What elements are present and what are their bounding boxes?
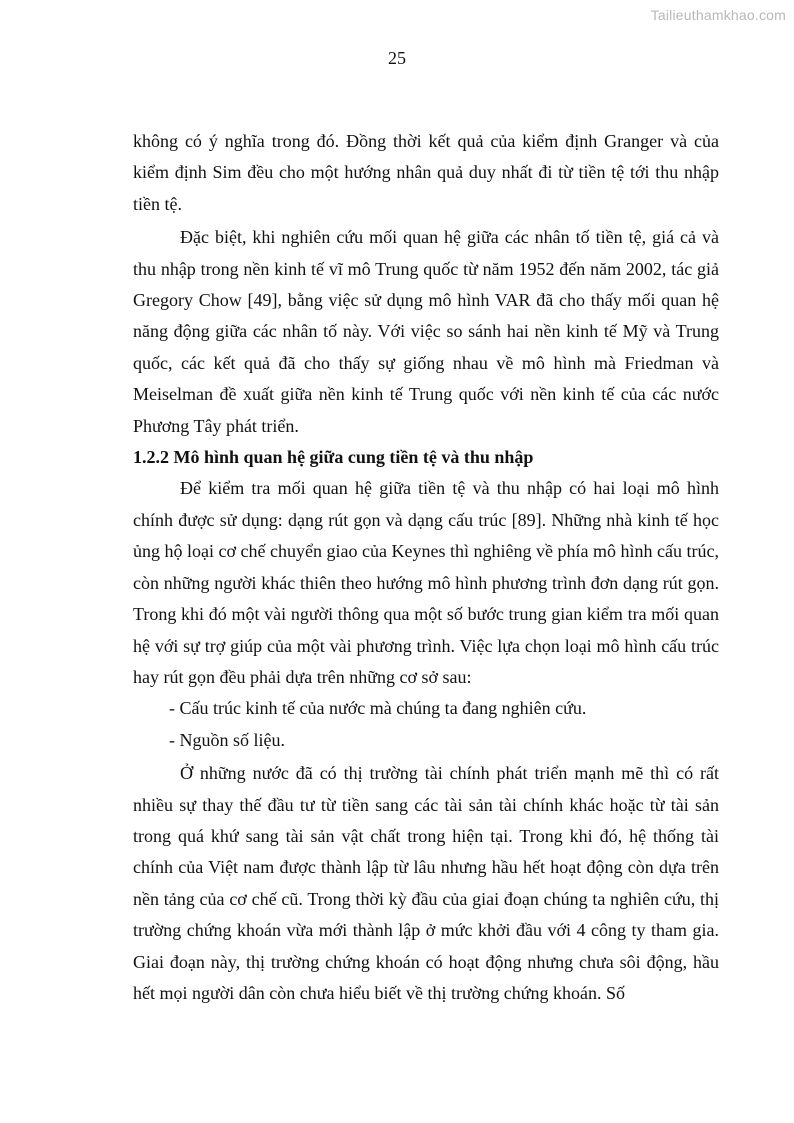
document-body	[133, 126, 719, 1009]
section-heading: 1.2.2 Mô hình quan hệ giữa cung tiền tệ và thu nhập	[133, 447, 534, 468]
paragraph-continuation: không có ý nghĩa trong đó. Đồng thời kết quả của kiểm định Granger và của kiểm định Sim đều cho một hướng nhân quả duy nhất đi từ tiền tệ tới thu nhập tiền tệ.	[133, 131, 719, 214]
watermark: Tailieuthamkhao.com	[650, 7, 786, 23]
paragraph-gregory-chow: Đặc biệt, khi nghiên cứu mối quan hệ giữa các nhân tố tiền tệ, giá cả và thu nhập trong nền kinh tế vĩ mô Trung quốc từ năm 1952 đến năm 2002, tác giả Gregory Chow [49], bằng việc sử dụng mô hình VAR đã cho thấy mối quan hệ năng động giữa các nhân tố này. Với việc so sánh hai nền kinh tế Mỹ và Trung quốc, các kết quả đã cho thấy sự giống nhau về mô hình mà Friedman và Meiselman đề xuất giữa nền kinh tế Trung quốc với nền kinh tế của các nước Phương Tây phát triển.	[133, 227, 719, 436]
list-item: - Cấu trúc kinh tế của nước mà chúng ta đang nghiên cứu.	[169, 698, 587, 719]
list-item: - Nguồn số liệu.	[169, 729, 285, 750]
paragraph-model-types: Để kiểm tra mối quan hệ giữa tiền tệ và thu nhập có hai loại mô hình chính được sử dụng: dạng rút gọn và dạng cấu trúc [89]. Những nhà kinh tế học ủng hộ loại cơ chế chuyển giao của Keynes thì nghiêng về phía mô hình cấu trúc, còn những người khác thiên theo hướng mô hình phương trình đơn dạng rút gọn. Trong khi đó một vài người thông qua một số bước trung gian kiểm tra mối quan hệ với sự trợ giúp của một vài phương trình. Việc lựa chọn loại mô hình cấu trúc hay rút gọn đều phải dựa trên những cơ sở sau:	[133, 478, 719, 687]
paragraph-financial-markets: Ở những nước đã có thị trường tài chính phát triển mạnh mẽ thì có rất nhiều sự thay thế đầu tư từ tiền sang các tài sản tài chính khác hoặc từ tài sản trong quá khứ sang tài sản vật chất trong hiện tại. Trong khi đó, hệ thống tài chính của Việt nam được thành lập từ lâu nhưng hầu hết hoạt động còn dựa trên nền tảng của cơ chế cũ. Trong thời kỳ đầu của giai đoạn chúng ta nghiên cứu, thị trường chứng khoán vừa mới thành lập ở mức khởi đầu với 4 công ty tham gia. Giai đoạn này, thị trường chứng khoán có hoạt động nhưng chưa sôi động, hầu hết mọi người dân còn chưa hiểu biết về thị trường chứng khoán. Số	[133, 763, 719, 1003]
page-number: 25	[388, 48, 406, 68]
